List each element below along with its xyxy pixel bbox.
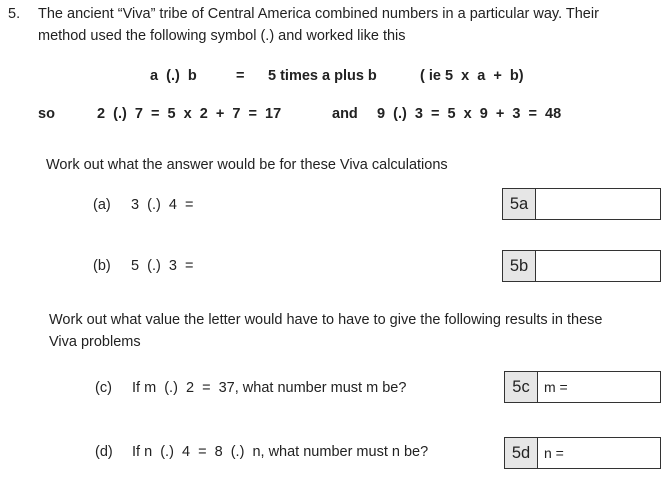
- answer-field-5d[interactable]: n =: [544, 445, 564, 461]
- answer-box-5b: [502, 250, 661, 282]
- answer-field-5c[interactable]: m =: [544, 379, 568, 395]
- answer-box-5c: [504, 371, 661, 403]
- item-d-letter: (d): [95, 444, 113, 460]
- example-and: and: [332, 106, 358, 122]
- example-first: 2 (.) 7 = 5 x 2 + 7 = 17: [97, 106, 282, 122]
- definition-explanation: ( ie 5 x a + b): [420, 68, 524, 84]
- answer-box-5a: [502, 188, 661, 220]
- part-two-instruction-line-2: Viva problems: [49, 334, 141, 350]
- answer-field-5a[interactable]: [536, 189, 660, 219]
- item-c-letter: (c): [95, 380, 112, 396]
- item-a-expression: 3 (.) 4 =: [131, 197, 194, 213]
- example-second: 9 (.) 3 = 5 x 9 + 3 = 48: [377, 106, 562, 122]
- definition-equals: =: [236, 68, 245, 84]
- answer-label-5b: 5b: [503, 251, 536, 281]
- question-number: 5.: [8, 6, 21, 22]
- example-so: so: [38, 106, 55, 122]
- intro-line-1: The ancient “Viva” tribe of Central America combined numbers in a particular way. Their: [38, 6, 599, 22]
- definition-left: a (.) b: [150, 68, 197, 84]
- answer-box-5d: [504, 437, 661, 469]
- item-b-expression: 5 (.) 3 =: [131, 258, 194, 274]
- part-two-instruction-line-1: Work out what value the letter would have to have to give the following results in these: [49, 312, 603, 328]
- definition-right: 5 times a plus b: [268, 68, 377, 84]
- answer-field-5b[interactable]: [536, 251, 660, 281]
- answer-label-5a: 5a: [503, 189, 536, 219]
- answer-label-5c: 5c: [505, 372, 538, 402]
- item-b-letter: (b): [93, 258, 111, 274]
- item-d-question: If n (.) 4 = 8 (.) n, what number must n be?: [132, 444, 429, 460]
- part-one-instruction: Work out what the answer would be for these Viva calculations: [46, 157, 448, 173]
- answer-label-5d: 5d: [505, 438, 538, 468]
- item-c-question: If m (.) 2 = 37, what number must m be?: [132, 380, 407, 396]
- intro-line-2: method used the following symbol (.) and worked like this: [38, 28, 406, 44]
- item-a-letter: (a): [93, 197, 111, 213]
